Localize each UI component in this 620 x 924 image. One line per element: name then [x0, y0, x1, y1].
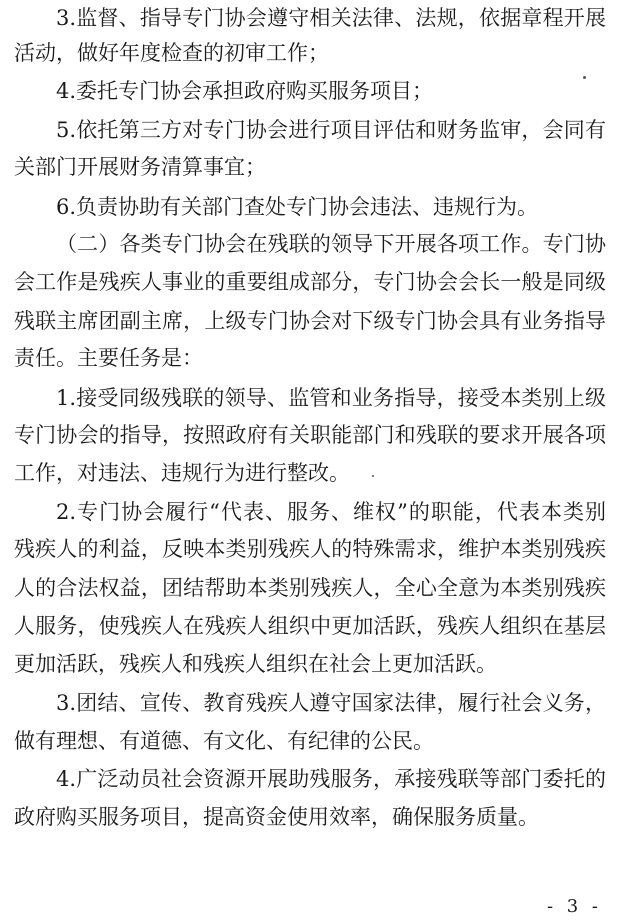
text-line: 4.委托专门协会承担政府购买服务项目； — [56, 79, 434, 103]
text-line: 2.专门协会履行“代表、服务、维权”的职能，代表本类别 — [56, 500, 606, 524]
text-line: 活动，做好年度检查的初审工作； — [14, 41, 329, 65]
text-line: 残联主席团副主席，上级专门协会对下级专门协会具有业务指导 — [14, 309, 606, 333]
text-line: 关部门开展财务清算事宜； — [14, 155, 266, 179]
text-line: 4.广泛动员社会资源开展助残服务，承接残联等部门委托的 — [56, 767, 606, 791]
text-line: 工作，对违法、违规行为进行整改。 — [14, 461, 350, 485]
text-line: （二）各类专门协会在残联的领导下开展各项工作。专门协 — [56, 232, 606, 256]
scan-speck — [372, 475, 374, 477]
text-line: 更加活跃，残疾人和残疾人组织在社会上更加活跃。 — [14, 652, 497, 676]
text-line: 3.监督、指导专门协会遵守相关法律、法规，依据章程开展 — [56, 6, 606, 30]
text-line: 会工作是残疾人事业的重要组成部分，专门协会会长一般是同级 — [14, 270, 606, 294]
text-line: 人的合法权益，团结帮助本类别残疾人，全心全意为本类别残疾 — [14, 576, 606, 600]
text-line: 残疾人的利益，反映本类别残疾人的特殊需求，维护本类别残疾 — [14, 537, 606, 561]
scan-speck — [583, 76, 586, 79]
text-line: 责任。主要任务是： — [14, 346, 203, 370]
text-line: 6.负责协助有关部门查处专门协会违法、违规行为。 — [56, 195, 539, 219]
text-line: 政府购买服务项目，提高资金使用效率，确保服务质量。 — [14, 805, 539, 829]
text-line: 1.接受同级残联的领导、监管和业务指导，接受本类别上级 — [56, 386, 606, 410]
text-line: 5.依托第三方对专门协会进行项目评估和财务监审，会同有 — [56, 118, 606, 142]
text-line: 人服务，使残疾人在残疾人组织中更加活跃，残疾人组织在基层 — [14, 614, 606, 638]
text-line: 3.团结、宣传、教育残疾人遵守国家法律，履行社会义务， — [56, 691, 606, 715]
text-line: 专门协会的指导，按照政府有关职能部门和残联的要求开展各项 — [14, 423, 606, 447]
page-number: - 3 - — [546, 896, 602, 917]
text-line: 做有理想、有道德、有文化、有纪律的公民。 — [14, 729, 434, 753]
